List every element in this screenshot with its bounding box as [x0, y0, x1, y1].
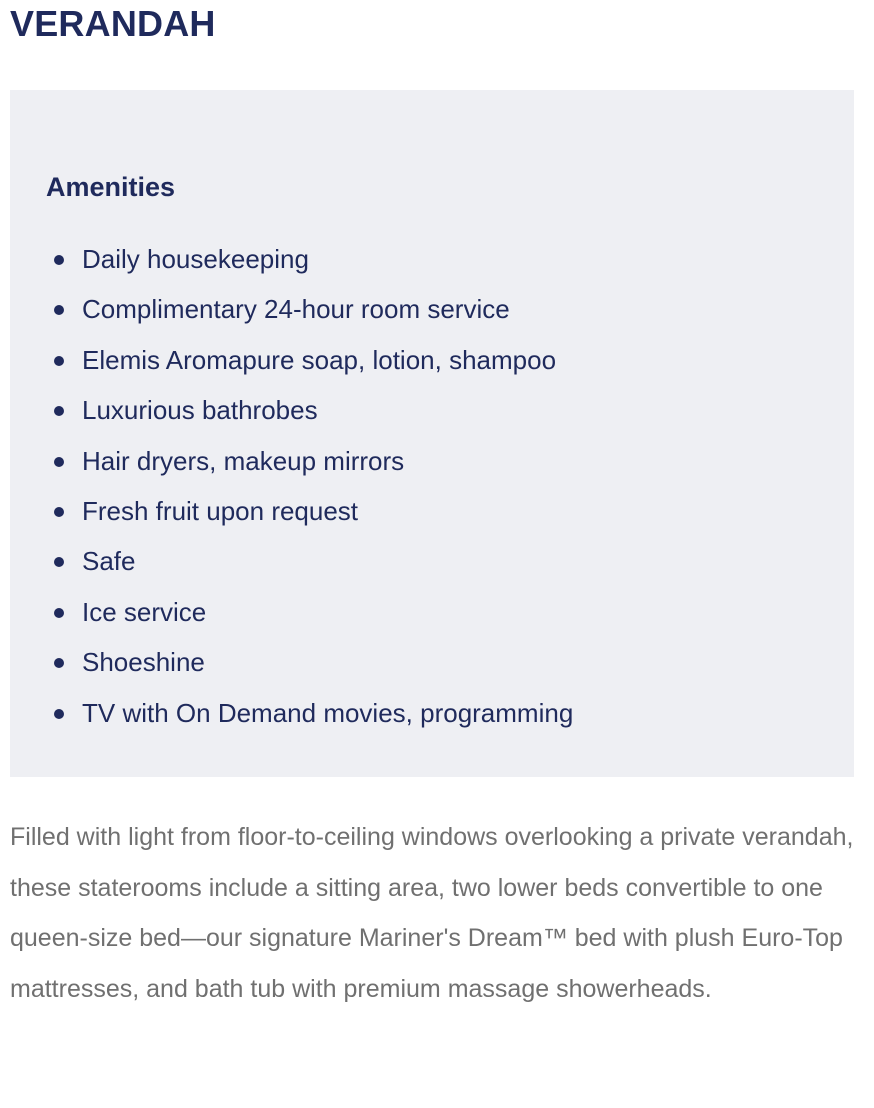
bullet-icon [54, 356, 64, 366]
list-item-label: Luxurious bathrobes [82, 395, 318, 426]
list-item-label: Ice service [82, 596, 207, 627]
stateroom-description: Filled with light from floor-to-ceiling windows overlooking a private verandah, these staterooms include a sitting area, two lower beds convertible to one queen-size bed—our signature Mariner's Dream™ bed with plush Euro-Top mattresses, and bath tub with premium massage showerheads. [10, 823, 854, 1003]
amenities-heading: Amenities [46, 172, 176, 202]
list-item [46, 698, 818, 748]
bullet-icon [54, 406, 64, 416]
list-item [46, 446, 818, 496]
list-item-label: Hair dryers, makeup mirrors [82, 445, 405, 476]
bullet-icon [54, 507, 64, 517]
bullet-icon [54, 557, 64, 567]
list-item-label: Complimentary 24-hour room service [82, 294, 510, 325]
bullet-icon [54, 255, 64, 265]
list-item [46, 244, 818, 294]
list-item [46, 294, 818, 344]
bullet-icon [54, 658, 64, 668]
bullet-icon [54, 709, 64, 719]
bullet-icon [54, 457, 64, 467]
list-item [46, 546, 818, 596]
list-item-label: Daily housekeeping [82, 244, 309, 274]
list-item-label: Safe [82, 546, 136, 577]
bullet-icon [54, 305, 64, 315]
list-item-label: Shoeshine [82, 647, 205, 678]
list-item-label: Fresh fruit upon request [82, 495, 359, 526]
list-item [46, 345, 818, 395]
page-title: VERANDAH [10, 3, 216, 44]
list-item-label: TV with On Demand movies, programming [82, 697, 574, 728]
page [10, 0, 854, 1003]
list-item [46, 496, 818, 546]
amenities-box [10, 90, 854, 777]
list-item-label: Elemis Aromapure soap, lotion, shampoo [82, 344, 557, 375]
list-item [46, 395, 818, 445]
bullet-icon [54, 608, 64, 618]
list-item [46, 597, 818, 647]
list-item [46, 647, 818, 697]
amenities-list [46, 244, 818, 748]
